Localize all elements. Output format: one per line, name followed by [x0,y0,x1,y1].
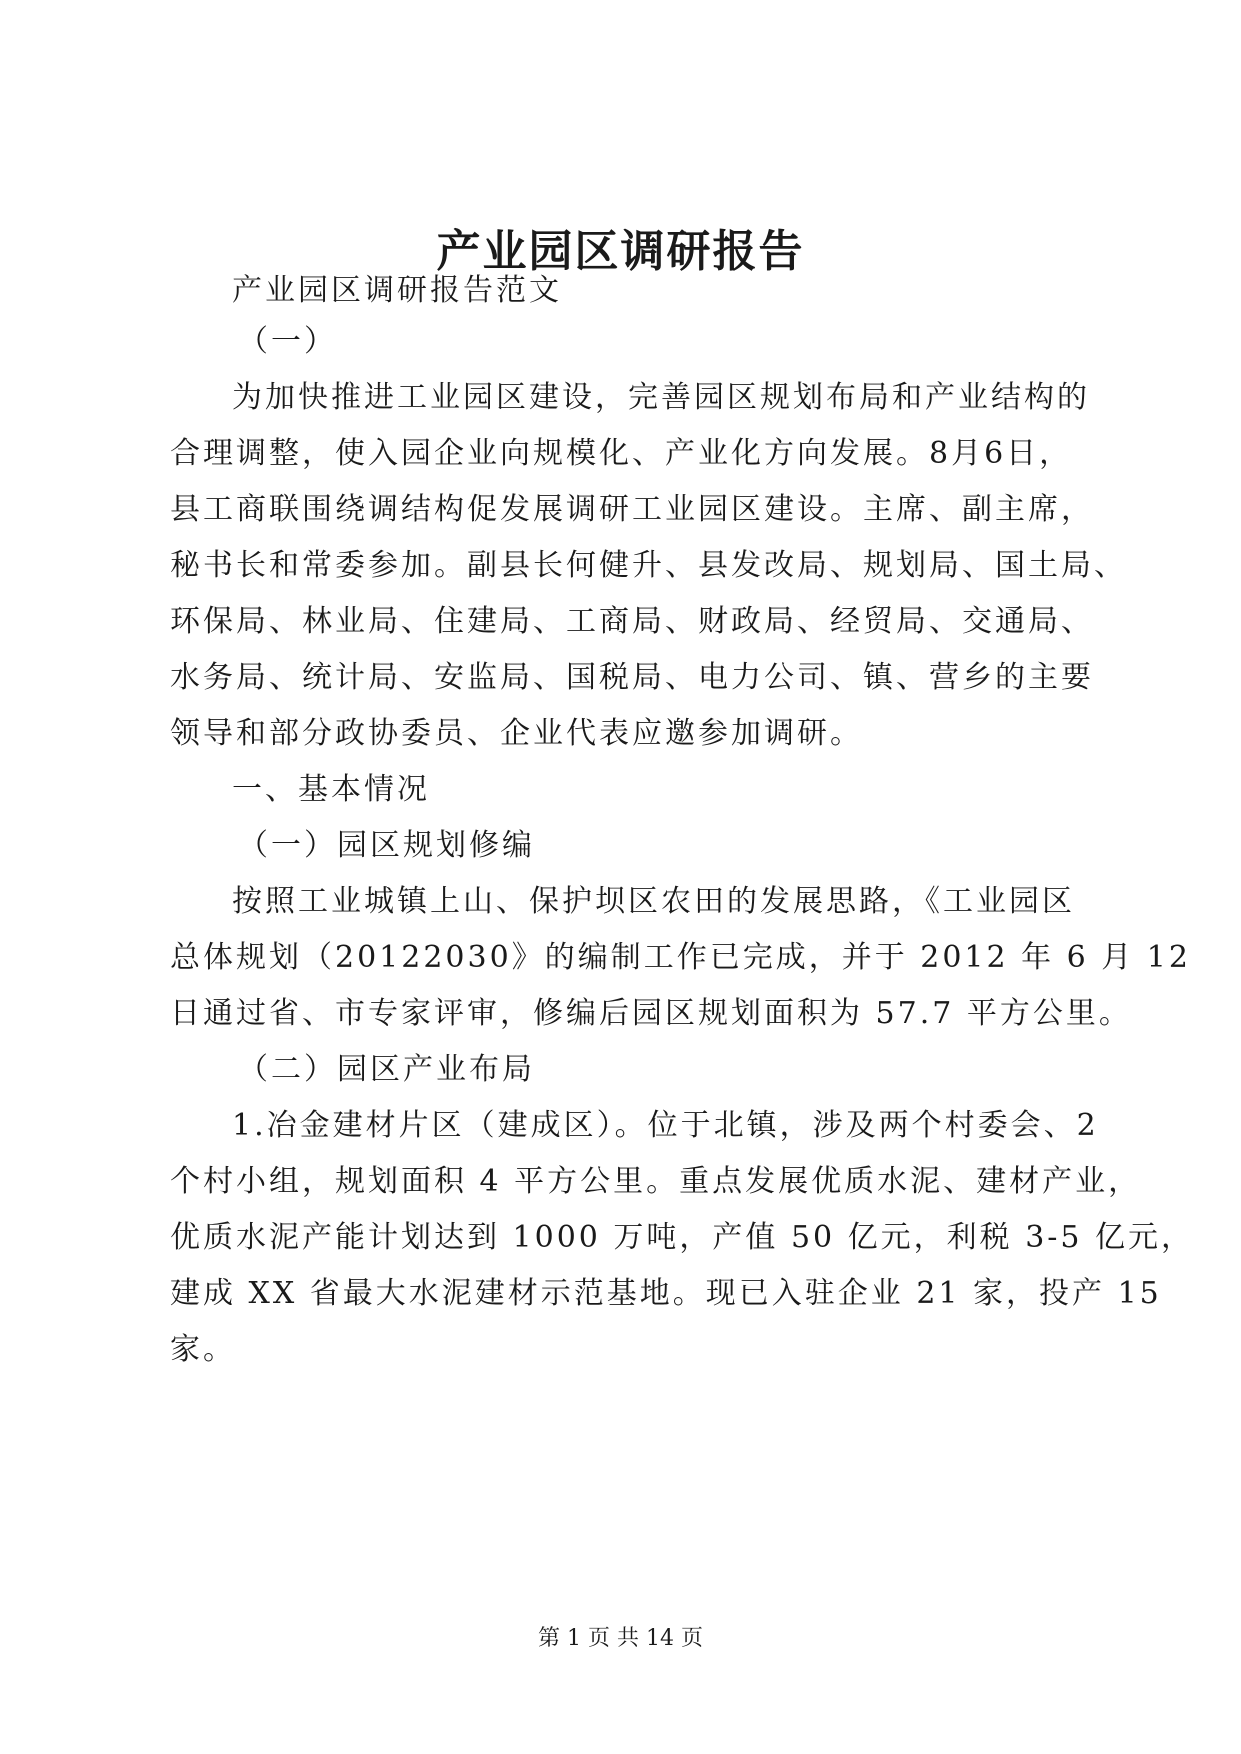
section-marker: （一） [238,324,337,359]
paragraph-line: 秘书长和常委参加。副县长何健升、县发改局、规划局、国土局、 [170,548,1127,583]
paragraph-line: 领导和部分政协委员、企业代表应邀参加调研。 [170,716,863,751]
paragraph-line: 家。 [170,1332,236,1367]
paragraph-line: 为加快推进工业园区建设，完善园区规划布局和产业结构的 [232,380,1090,415]
paragraph-line: 县工商联围绕调结构促发展调研工业园区建设。主席、副主席， [170,492,1094,527]
paragraph-line: 优质水泥产能计划达到 1000 万吨，产值 50 亿元，利税 3-5 亿元， [170,1220,1195,1255]
paragraph-line: 按照工业城镇上山、保护坝区农田的发展思路，《工业园区 [232,884,1075,919]
section-heading: 一、基本情况 [232,772,430,807]
document-subtitle: 产业园区调研报告范文 [232,273,562,308]
paragraph-line: 环保局、林业局、住建局、工商局、财政局、经贸局、交通局、 [170,604,1094,639]
page-number-footer: 第 1 页 共 14 页 [538,1626,703,1651]
subsection-heading: （二）园区产业布局 [238,1052,535,1087]
paragraph-line: 合理调整，使入园企业向规模化、产业化方向发展。8月6日， [170,436,1073,471]
paragraph-line: 建成 XX 省最大水泥建材示范基地。现已入驻企业 21 家，投产 15 [170,1276,1162,1311]
paragraph-line: 个村小组，规划面积 4 平方公里。重点发展优质水泥、建材产业， [170,1164,1142,1199]
paragraph-line: 1.冶金建材片区（建成区）。位于北镇，涉及两个村委会、2 [232,1108,1099,1143]
paragraph-line: 日通过省、市专家评审，修编后园区规划面积为 57.7 平方公里。 [170,996,1132,1031]
paragraph-line: 水务局、统计局、安监局、国税局、电力公司、镇、营乡的主要 [170,660,1094,695]
document-title: 产业园区调研报告 [436,226,805,277]
paragraph-line: 总体规划（20122030》的编制工作已完成，并于 2012 年 6 月 12 [170,940,1191,975]
subsection-heading: （一）园区规划修编 [238,828,535,863]
